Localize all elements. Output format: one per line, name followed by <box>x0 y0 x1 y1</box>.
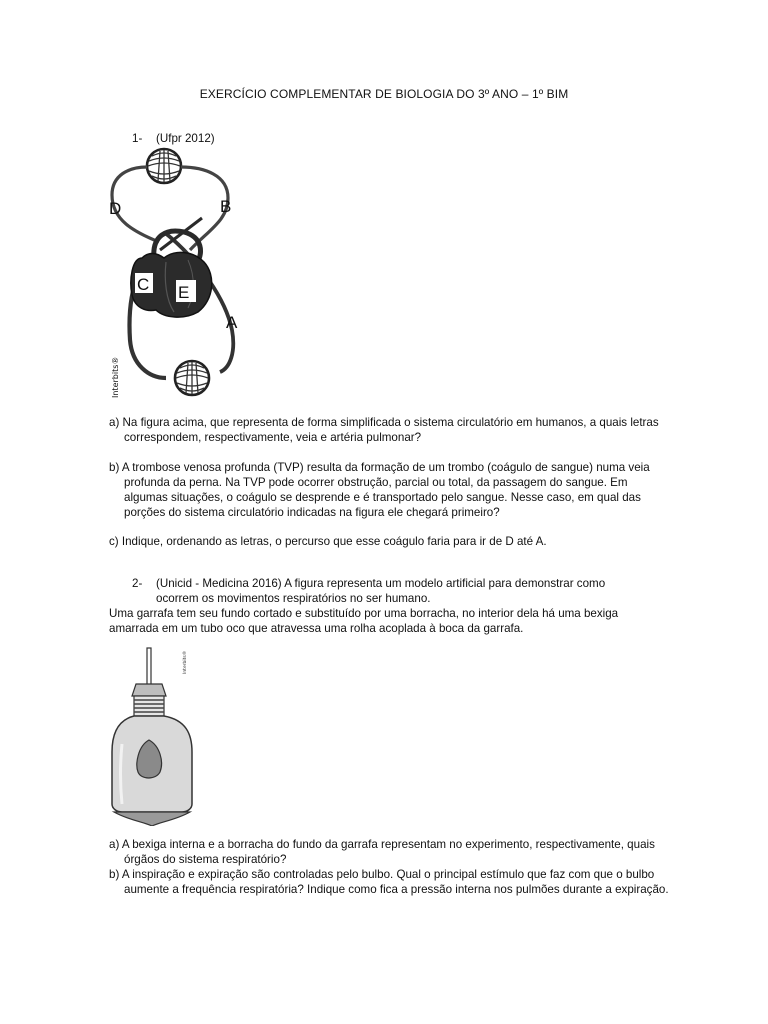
question-2-item-b: b) A inspiração e expiração são controladas pelo bulbo. Qual o principal estímulo que faz com que o bulbo aumente a frequência respiratória? Indique como fica a pressão interna nos pulmões durante a expiração. <box>109 868 669 896</box>
question-2-intro-continued: ocorrem os movimentos respiratórios no ser humano. <box>156 592 431 605</box>
page-title: EXERCÍCIO COMPLEMENTAR DE BIOLOGIA DO 3º ANO – 1º BIM <box>199 87 569 101</box>
question-1-item-c: c) Indique, ordenando as letras, o percurso que esse coágulo faria para ir de D até A. <box>109 535 547 548</box>
figure-1-credit: Interbits® <box>111 356 120 398</box>
question-1-item-a: a) Na figura acima, que representa de forma simplificada o sistema circulatório em humanos, a quais letras correspondem, respectivamente, veia e artéria pulmonar? <box>109 416 659 444</box>
rubber-membrane <box>114 812 190 826</box>
label-c: C <box>137 275 150 294</box>
rubber-stopper <box>132 684 166 696</box>
bottle-neck <box>134 696 164 716</box>
question-1-item-b: b) A trombose venosa profunda (TVP) resulta da formação de um trombo (coágulo de sangue) numa veia profunda da perna. Na TVP pode ocorrer obstrução, parcial ou total, da passagem do sangue. Em algumas situações, o coágulo se desprende e é transportado pelo sangue. Nesse caso, em qual das porções do sistema circulatório indicadas na figura ele chegará primeiro? <box>109 461 650 519</box>
question-2-item-a: a) A bexiga interna e a borracha do fundo da garrafa representam no experimento, respectivamente, quais órgãos do sistema respiratório? <box>109 838 655 866</box>
label-d: D <box>109 199 122 218</box>
label-e: E <box>178 283 190 302</box>
question-1-number: 1- <box>132 132 143 145</box>
question-2-intro: (Unicid - Medicina 2016) A figura representa um modelo artificial para demonstrar como <box>156 577 606 590</box>
label-b: B <box>220 197 232 216</box>
systemic-capillary-bed <box>175 361 209 395</box>
question-2-header <box>132 576 662 606</box>
bottle-lung-model-figure <box>108 644 196 826</box>
figure-2-credit: Interbits® <box>183 650 188 674</box>
label-a: A <box>226 313 238 332</box>
question-2-context: Uma garrafa tem seu fundo cortado e substituído por uma borracha, no interior dela há uma bexiga amarrada em um tubo oco que atravessa uma rolha acoplada à boca da garrafa. <box>109 607 619 635</box>
question-2-number: 2- <box>132 577 143 590</box>
question-1-source: (Ufpr 2012) <box>156 132 215 145</box>
circulatory-system-figure <box>104 140 254 400</box>
pulmonary-capillary-bed <box>147 149 181 183</box>
